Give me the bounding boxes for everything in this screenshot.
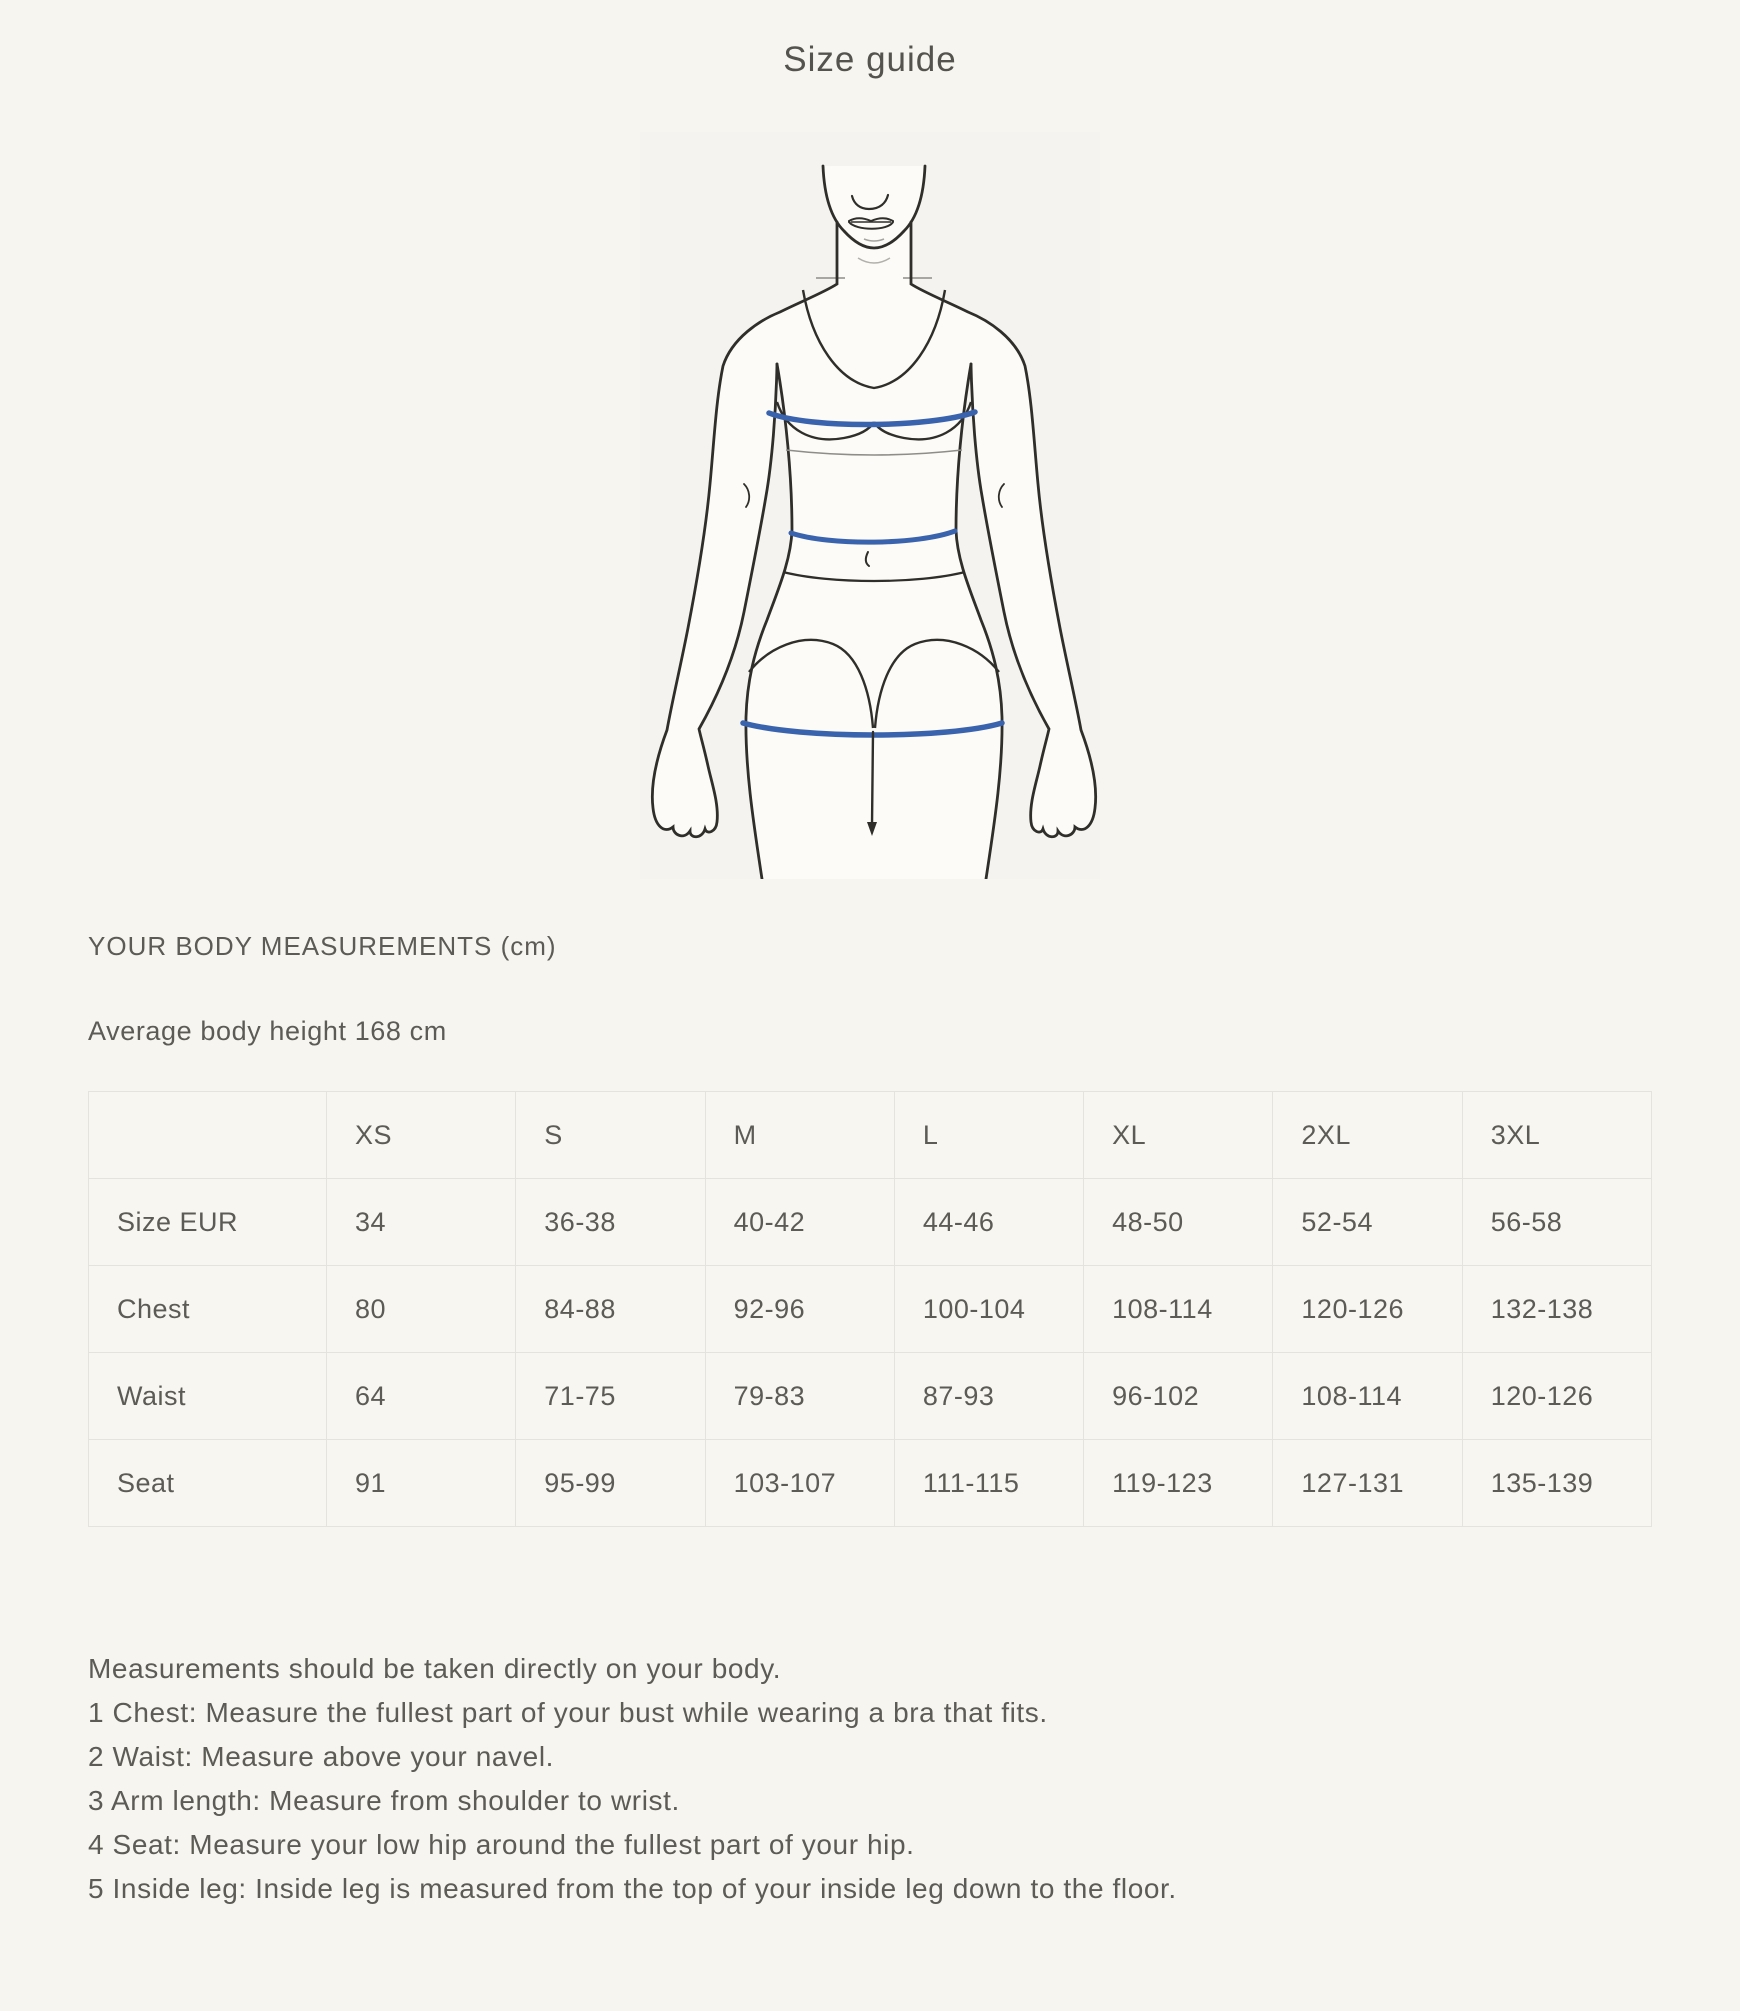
size-value-cell: 103-107 [705, 1440, 894, 1527]
size-value-cell: 80 [327, 1266, 516, 1353]
size-value-cell: 44-46 [894, 1179, 1083, 1266]
size-table-row [89, 1353, 1652, 1440]
size-value-cell: 111-115 [894, 1440, 1083, 1527]
instruction-line: 3 Arm length: Measure from shoulder to wrist. [88, 1785, 680, 1816]
size-value-cell: 56-58 [1462, 1179, 1651, 1266]
size-value-cell: 91 [327, 1440, 516, 1527]
size-value-cell: 36-38 [516, 1179, 705, 1266]
measurement-instructions [88, 1647, 1652, 1911]
size-value-cell: 108-114 [1273, 1353, 1462, 1440]
inside-leg-line [872, 732, 873, 826]
instruction-line: 1 Chest: Measure the fullest part of your bust while wearing a bra that fits. [88, 1697, 1048, 1728]
size-value-cell: 52-54 [1273, 1179, 1462, 1266]
size-value-cell: 95-99 [516, 1440, 705, 1527]
size-value-cell: 120-126 [1273, 1266, 1462, 1353]
size-row-label: Waist [89, 1353, 327, 1440]
instructions-intro: Measurements should be taken directly on your body. [88, 1653, 782, 1684]
size-column-header: 3XL [1462, 1092, 1651, 1179]
size-value-cell: 132-138 [1462, 1266, 1651, 1353]
average-height-text: Average body height 168 cm [88, 1016, 447, 1046]
size-table-header-row [89, 1092, 1652, 1179]
body-figure-svg [640, 132, 1100, 879]
size-column-header: 2XL [1273, 1092, 1462, 1179]
body-measurement-illustration [640, 132, 1100, 879]
size-column-header: XS [327, 1092, 516, 1179]
measurements-heading: YOUR BODY MEASUREMENTS (cm) [88, 931, 557, 961]
size-value-cell: 79-83 [705, 1353, 894, 1440]
size-value-cell: 100-104 [894, 1266, 1083, 1353]
size-value-cell: 87-93 [894, 1353, 1083, 1440]
size-value-cell: 64 [327, 1353, 516, 1440]
size-value-cell: 135-139 [1462, 1440, 1651, 1527]
size-value-cell: 108-114 [1084, 1266, 1273, 1353]
size-table-row [89, 1266, 1652, 1353]
instruction-line: 5 Inside leg: Inside leg is measured from the top of your inside leg down to the floor. [88, 1873, 1177, 1904]
size-value-cell: 92-96 [705, 1266, 894, 1353]
size-table-row [89, 1440, 1652, 1527]
size-row-label: Chest [89, 1266, 327, 1353]
size-value-cell: 40-42 [705, 1179, 894, 1266]
size-row-label: Size EUR [89, 1179, 327, 1266]
size-table [88, 1091, 1652, 1527]
size-value-cell: 96-102 [1084, 1353, 1273, 1440]
size-value-cell: 119-123 [1084, 1440, 1273, 1527]
size-value-cell: 84-88 [516, 1266, 705, 1353]
size-column-header: XL [1084, 1092, 1273, 1179]
size-column-header [89, 1092, 327, 1179]
size-column-header: S [516, 1092, 705, 1179]
page-title: Size guide [783, 40, 957, 79]
size-value-cell: 120-126 [1462, 1353, 1651, 1440]
size-value-cell: 71-75 [516, 1353, 705, 1440]
size-value-cell: 48-50 [1084, 1179, 1273, 1266]
size-value-cell: 127-131 [1273, 1440, 1462, 1527]
instruction-line: 4 Seat: Measure your low hip around the fullest part of your hip. [88, 1829, 915, 1860]
size-value-cell: 34 [327, 1179, 516, 1266]
instruction-line: 2 Waist: Measure above your navel. [88, 1741, 555, 1772]
size-column-header: M [705, 1092, 894, 1179]
size-table-row [89, 1179, 1652, 1266]
size-row-label: Seat [89, 1440, 327, 1527]
size-column-header: L [894, 1092, 1083, 1179]
